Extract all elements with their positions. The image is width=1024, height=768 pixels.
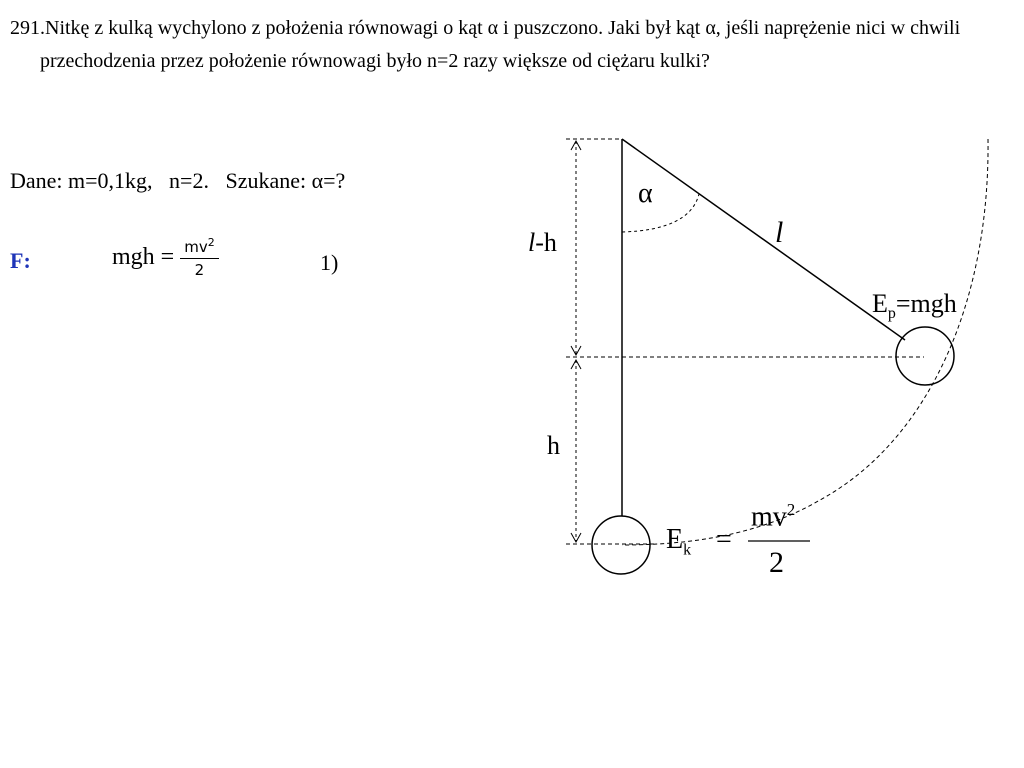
angle-arc (622, 194, 699, 232)
kinetic-energy-label (666, 524, 691, 560)
formula-lhs: mgh = (112, 244, 175, 270)
ball-deflected (896, 327, 954, 385)
ep-letter: E (872, 289, 888, 318)
formula-label: F: (10, 248, 31, 273)
kinetic-energy-numerator (751, 500, 795, 533)
l-minus-h-label (528, 228, 557, 258)
deflected-string (622, 139, 905, 340)
l-minus-h-rest: -h (535, 228, 557, 257)
length-label: l (775, 216, 784, 249)
kinetic-energy-denominator: 2 (769, 546, 784, 579)
potential-energy-label (872, 289, 957, 323)
equation-number: 1) (320, 250, 339, 275)
formula-exponent: 2 (207, 236, 215, 249)
ep-subscript: p (887, 305, 896, 323)
ek-exponent: 2 (786, 500, 796, 519)
formula-denominator: 2 (194, 261, 205, 279)
ek-letter: E (666, 524, 684, 555)
h-label: h (547, 431, 560, 460)
given-data: Dane: m=0,1kg, n=2. Szukane: α=? (10, 168, 346, 193)
ek-numerator-text: mv (751, 501, 787, 533)
formula-numerator-text: mv (184, 238, 208, 256)
kinetic-energy-equals: = (716, 524, 732, 555)
problem-number: 291. (10, 17, 45, 39)
ek-subscript: k (683, 541, 692, 559)
l-minus-h-l: l (528, 228, 536, 257)
problem-statement: Nitkę z kulką wychylono z położenia równowagi o kąt α i puszczono. Jaki był kąt α, jeśli naprężenie nici w chwili przechodzenia przez położenie równowagi było n=2 razy większe od ciężaru kulki? (40, 17, 961, 72)
alpha-label: α (638, 178, 653, 209)
ep-formula: =mgh (895, 289, 957, 318)
trajectory-arc (622, 139, 988, 545)
